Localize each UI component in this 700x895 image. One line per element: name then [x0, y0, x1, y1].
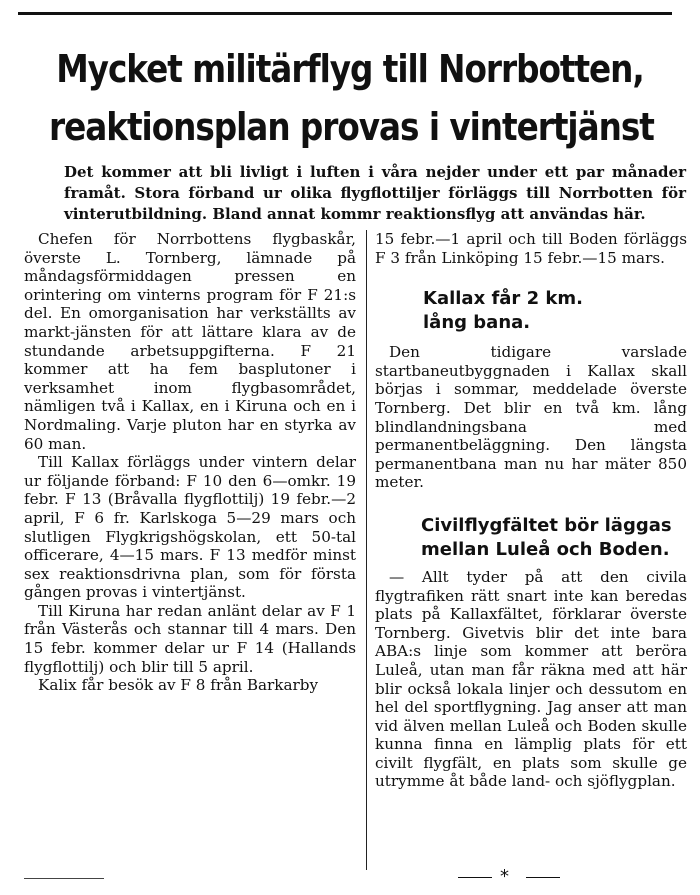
left-paragraph-3: Till Kiruna har redan anlänt delar av F 1 från Västerås och stannar till 4 mars. Den 15 febr. kommer delar ur F 14 (Hallands flygflottilj) och blir till 5 april.	[24, 601, 356, 676]
right-intro-paragraph: 15 febr.—1 april och till Boden förläggs F 3 från Linköping 15 febr.—15 mars.	[375, 230, 687, 267]
subheading-kallax-line-1: Kallax får 2 km.	[423, 288, 583, 310]
left-paragraph-4: Kalix får besök av F 8 från Barkarby	[38, 676, 319, 695]
right-column	[375, 230, 687, 791]
subheading-kallax	[423, 287, 687, 335]
left-paragraph-1: Chefen för Norrbottens flygbaskår, överste L. Tornberg, lämnade på måndagsförmiddagen pressen en orintering om vinterns program för F 21:s del. En omorganisation har verkställts av markt-jänsten för att lättare klara av de stundande arbetsuppgifterna. F 21 kommer att ha fem basplutoner i verksamhet inom flygbasområdet, nämligen två i Kallax, en i Kiruna och en i Nordmaling. Varje pluton har en styrka av 60 man.	[24, 230, 356, 453]
subheading-civilflygfaltet-line-1: Civilflygfältet bör läggas	[421, 514, 672, 536]
left-paragraph-2: Till Kallax förläggs under vintern delar ur följande förband: F 10 den 6—omkr. 19 febr. F 13 (Bråvalla flygflottilj) 19 febr.—2 april, F 6 fr. Karlskoga 5—29 mars och slutligen Flygkrigshögskolan, ett 50-tal officerare, 4—15 mars. F 13 medför minst sex reaktionsdrivna plan, som för första gången provas i vintertjänst.	[24, 453, 356, 602]
lede-paragraph: Det kommer att bli livligt i luften i våra nejder under ett par månader framåt. Stora förband ur olika flygflottiljer förläggs till Norrbotten för vinterutbildning. Bland annat kommr reaktionsflyg att användas här.	[64, 163, 686, 223]
end-mark-line-right	[526, 877, 560, 878]
kallax-paragraph: Den tidigare varslade startbaneutbyggnaden i Kallax skall börjas i sommar, meddelade överste Tornberg. Det blir en två km. lång blindlandningsbana med permanentbeläggning. Den längsta permanentbana man nu har mäter 850 meter.	[375, 343, 687, 492]
left-column	[24, 230, 356, 695]
subheading-kallax-line-2: lång bana.	[423, 312, 531, 334]
bottom-left-rule	[24, 878, 104, 879]
column-divider	[366, 230, 367, 870]
end-mark-line-left	[458, 877, 492, 878]
subheading-civilflygfaltet-line-2: mellan Luleå och Boden.	[421, 538, 670, 560]
end-mark-star: *	[500, 866, 509, 887]
headline-line-1: Mycket militärflyg till Norrbotten,	[56, 47, 644, 91]
headline-line-2: reaktionsplan provas i vintertjänst	[49, 105, 654, 149]
subheading-civilflygfaltet	[421, 514, 687, 562]
civilflygfaltet-paragraph: — Allt tyder på att den civila flygtrafiken rätt snart inte kan beredas plats på Kallaxfältet, förklarar överste Tornberg. Givetvis blir det inte bara ABA:s linje som kommer att beröra Luleå, utan man får räkna med att här blir också lokala linjer och dessutom en hel del sportflygning. Jag anser att man vid älven mellan Luleå och Boden skulle kunna finna en lämplig plats för ett civilt flygfält, en plats som skulle ge utrymme åt både land- och sjöflygplan.	[375, 567, 687, 791]
top-rule	[18, 12, 672, 15]
